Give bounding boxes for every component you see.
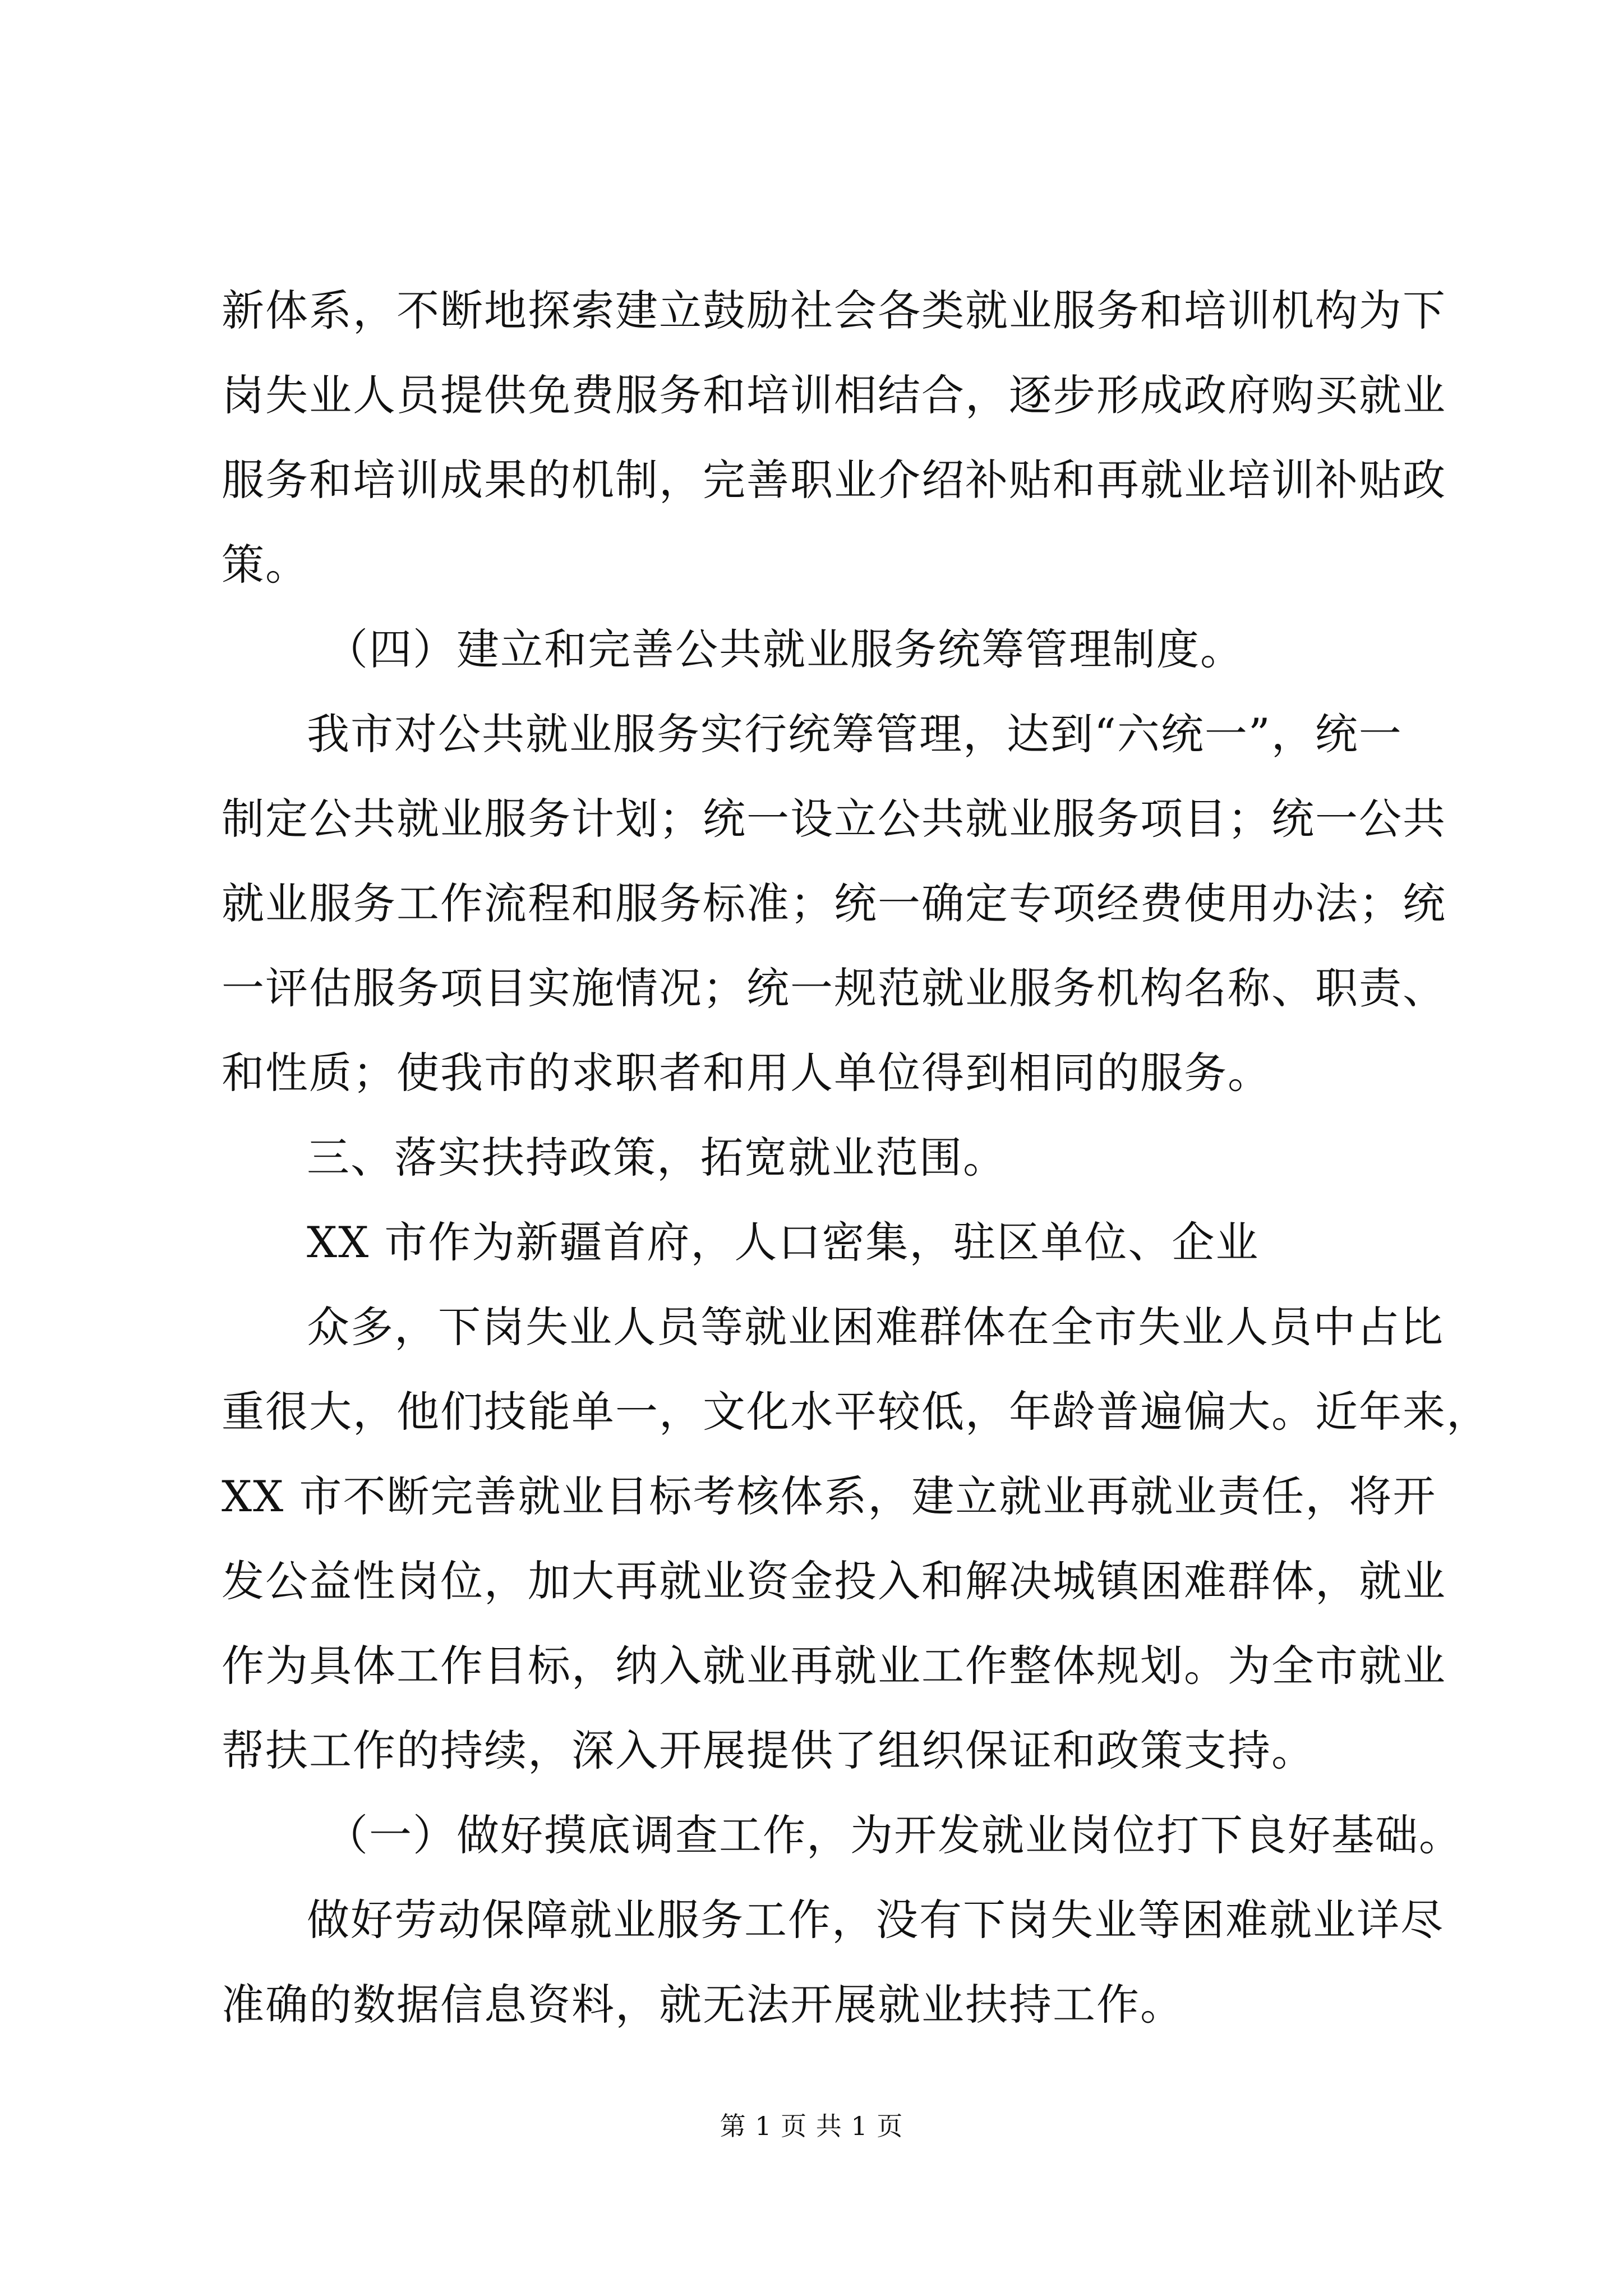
paragraph-start: 众多，下岗失业人员等就业困难群体在全市失业人员中占比 [307, 1302, 1444, 1352]
text-line: 作为具体工作目标，纳入就业再就业工作整体规划。为全市就业 [222, 1641, 1446, 1691]
text-line: 就业服务工作流程和服务标准；统一确定专项经费使用办法；统 [222, 878, 1446, 928]
text-line: 制定公共就业服务计划；统一设立公共就业服务项目；统一公共 [222, 794, 1446, 844]
text-line: 新体系，不断地探索建立鼓励社会各类就业服务和培训机构为下 [222, 286, 1446, 335]
text-line: XX 市不断完善就业目标考核体系，建立就业再就业责任，将开 [222, 1471, 1437, 1521]
page-footer: 第 1 页 共 1 页 [720, 2111, 903, 2141]
paragraph-start: XX 市作为新疆首府，人口密集，驻区单位、企业 [307, 1217, 1260, 1267]
subsection-heading-1: （一）做好摸底调查工作，为开发就业岗位打下良好基础。 [325, 1810, 1463, 1860]
text-line: 准确的数据信息资料，就无法开展就业扶持工作。 [222, 1980, 1184, 2030]
text-line: 发公益性岗位，加大再就业资金投入和解决城镇困难群体，就业 [222, 1556, 1446, 1606]
text-line: 服务和培训成果的机制，完善职业介绍补贴和再就业培训补贴政 [222, 455, 1446, 505]
body-text [222, 268, 1490, 2047]
text-line: 一评估服务项目实施情况；统一规范就业服务机构名称、职责、 [222, 963, 1446, 1013]
text-line: 策。 [222, 540, 309, 590]
text-line: 重很大，他们技能单一，文化水平较低，年龄普遍偏大。近年来， [222, 1387, 1490, 1437]
paragraph-start: 做好劳动保障就业服务工作，没有下岗失业等困难就业详尽 [307, 1895, 1444, 1945]
text-line: 帮扶工作的持续，深入开展提供了组织保证和政策支持。 [222, 1726, 1315, 1775]
section-heading-3: 三、落实扶持政策，拓宽就业范围。 [307, 1133, 1007, 1182]
subsection-heading-4: （四）建立和完善公共就业服务统筹管理制度。 [325, 624, 1244, 674]
text-line: 和性质；使我市的求职者和用人单位得到相同的服务。 [222, 1048, 1271, 1098]
text-line: 岗失业人员提供免费服务和培训相结合，逐步形成政府购买就业 [222, 370, 1446, 420]
paragraph-start: 我市对公共就业服务实行统筹管理，达到“六统一”，统一 [307, 709, 1403, 759]
